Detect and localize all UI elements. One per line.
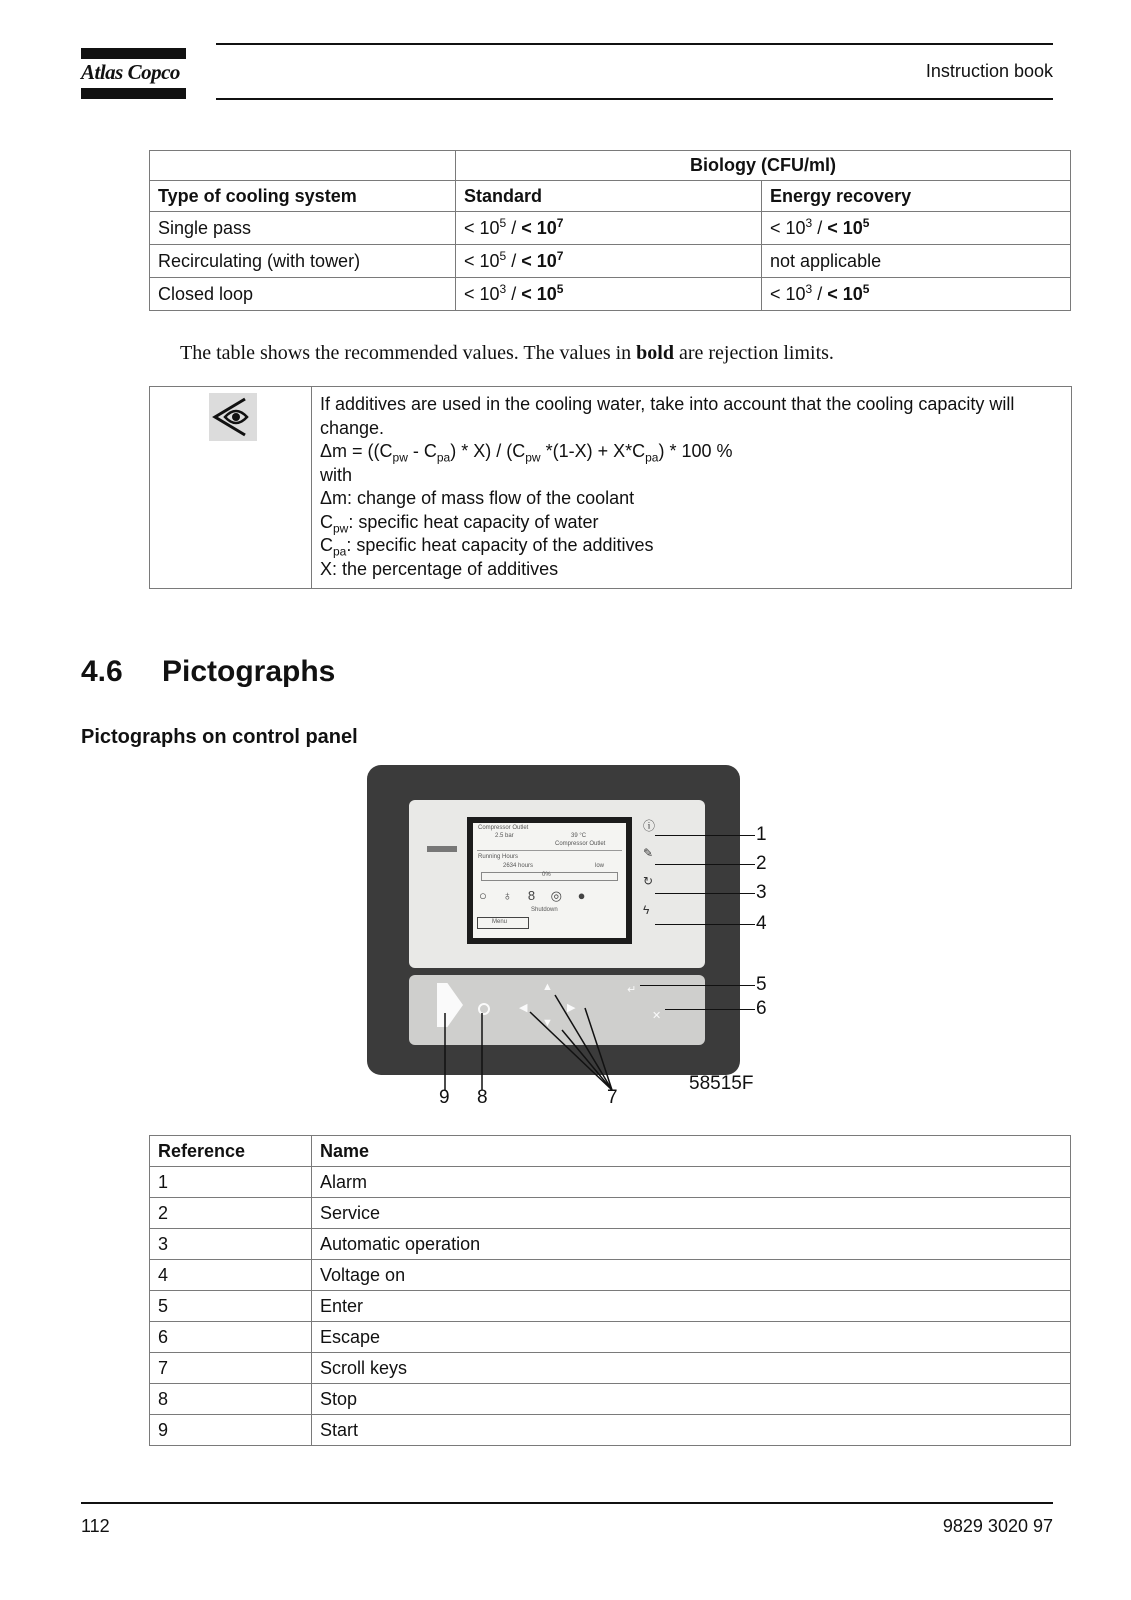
standard-value: < $10^5$ / < $10^7$ <box>456 212 762 245</box>
voltage-icon: ϟ <box>643 903 650 917</box>
screen-text: 39 °C <box>571 833 587 839</box>
name-cell: Scroll keys <box>312 1353 1071 1384</box>
service-wrench-icon: ✎ <box>643 846 654 860</box>
page-number: 112 <box>81 1516 110 1536</box>
scroll-down-icon[interactable]: ▼ <box>542 1017 553 1029</box>
column-header: Standard <box>456 181 762 212</box>
callout-9: 9 <box>439 1087 450 1108</box>
row-type: Single pass <box>150 212 456 245</box>
name-cell: Automatic operation <box>312 1229 1071 1260</box>
name-cell: Escape <box>312 1322 1071 1353</box>
column-header: Type of cooling system <box>150 181 456 212</box>
energy-recovery-value: < $10^3$ / < $10^5$ <box>762 212 1071 245</box>
definition: X: the percentage of additives <box>320 558 559 579</box>
enter-icon[interactable]: ↵ <box>627 984 637 996</box>
table-row <box>150 1260 1071 1291</box>
screen-text: Compressor Outlet <box>478 825 529 831</box>
reference-cell: 1 <box>150 1167 312 1198</box>
table-row <box>150 1198 1071 1229</box>
standard-value: < $10^3$ / < $10^5$ <box>456 278 762 311</box>
table-row <box>150 1322 1071 1353</box>
caution-line: with <box>320 464 353 485</box>
definition: $C_{pw}$: specific heat capacity of water <box>320 511 599 536</box>
screen-text: Running Hours <box>478 854 519 860</box>
energy-recovery-value: < $10^3$ / < $10^5$ <box>762 278 1071 311</box>
definition: Δm: change of mass flow of the coolant <box>320 488 635 508</box>
reference-cell: 8 <box>150 1384 312 1415</box>
document-number: 9829 3020 97 <box>942 1516 1053 1536</box>
row-type: Closed loop <box>150 278 456 311</box>
row-type: Recirculating (with tower) <box>150 245 456 278</box>
table-row <box>150 1291 1071 1322</box>
name-cell: Stop <box>312 1384 1071 1415</box>
scroll-right-icon[interactable]: ▶ <box>567 1002 576 1014</box>
brand-logo: Atlas Copco <box>81 60 180 84</box>
callout-1: 1 <box>756 824 767 845</box>
screen-progress-bar: 0% <box>481 872 618 881</box>
reference-table <box>149 1135 1071 1446</box>
name-cell: Service <box>312 1198 1071 1229</box>
reference-cell: 9 <box>150 1415 312 1446</box>
escape-icon[interactable]: ✕ <box>652 1010 662 1022</box>
name-cell: Start <box>312 1415 1071 1446</box>
group-header: Biology (CFU/ml) <box>456 151 1071 181</box>
callout-4: 4 <box>756 913 767 934</box>
subsection-title: Pictographs on control panel <box>81 726 358 748</box>
name-cell: Voltage on <box>312 1260 1071 1291</box>
callout-8: 8 <box>477 1087 488 1108</box>
callout-3: 3 <box>756 882 767 903</box>
callout-2: 2 <box>756 853 767 874</box>
callout-6: 6 <box>756 998 767 1019</box>
header-title: Instruction book <box>925 61 1053 81</box>
screen-text: Shutdown <box>531 907 558 913</box>
section-title: Pictographs <box>162 655 336 688</box>
name-cell: Enter <box>312 1291 1071 1322</box>
screen-status-icons: ○ ♁ 8 ◎ ● <box>479 888 592 903</box>
energy-recovery-value: not applicable <box>762 245 1071 278</box>
column-header: Reference <box>150 1136 312 1167</box>
table-row <box>150 1384 1071 1415</box>
reference-cell: 4 <box>150 1260 312 1291</box>
callout-7: 7 <box>607 1087 618 1108</box>
reference-cell: 5 <box>150 1291 312 1322</box>
table-row <box>150 1353 1071 1384</box>
reference-cell: 6 <box>150 1322 312 1353</box>
definition: $C_{pa}$: specific heat capacity of the additives <box>320 535 654 559</box>
table-row <box>150 1415 1071 1446</box>
figure-id: 58515F <box>689 1073 754 1094</box>
section-number: 4.6 <box>81 655 123 688</box>
reference-cell: 2 <box>150 1198 312 1229</box>
scroll-up-icon[interactable]: ▲ <box>542 981 553 993</box>
standard-value: < $10^5$ / < $10^7$ <box>456 245 762 278</box>
table-row <box>150 1167 1071 1198</box>
reference-cell: 3 <box>150 1229 312 1260</box>
column-header: Name <box>312 1136 1071 1167</box>
alarm-icon: ⓘ <box>643 819 656 833</box>
table-note: The table shows the recommended values. The values in bold are rejection limits. <box>180 342 834 364</box>
automatic-operation-icon: ↻ <box>643 874 654 888</box>
table-row <box>150 1229 1071 1260</box>
screen-text: low <box>595 863 605 869</box>
callout-5: 5 <box>756 974 767 995</box>
screen-text: 2634 hours <box>503 863 534 869</box>
screen-text: Compressor Outlet <box>555 841 606 847</box>
formula: $\Delta m = ((C_{pw} - C_{pa}) * X) / (C_{pw}$ $*(1-X) + X*C_{pa}) * 100$ % <box>320 441 733 465</box>
scroll-left-icon[interactable]: ◀ <box>519 1002 528 1014</box>
screen-menu-button: Menu <box>477 917 529 929</box>
column-header: Energy recovery <box>762 181 1071 212</box>
reference-cell: 7 <box>150 1353 312 1384</box>
footer-rule <box>81 1502 1053 1504</box>
caution-line: If additives are used in the cooling water, take into account that the cooling capacity will change. <box>320 394 1015 438</box>
screen-text: 2.5 bar <box>495 833 514 839</box>
name-cell: Alarm <box>312 1167 1071 1198</box>
